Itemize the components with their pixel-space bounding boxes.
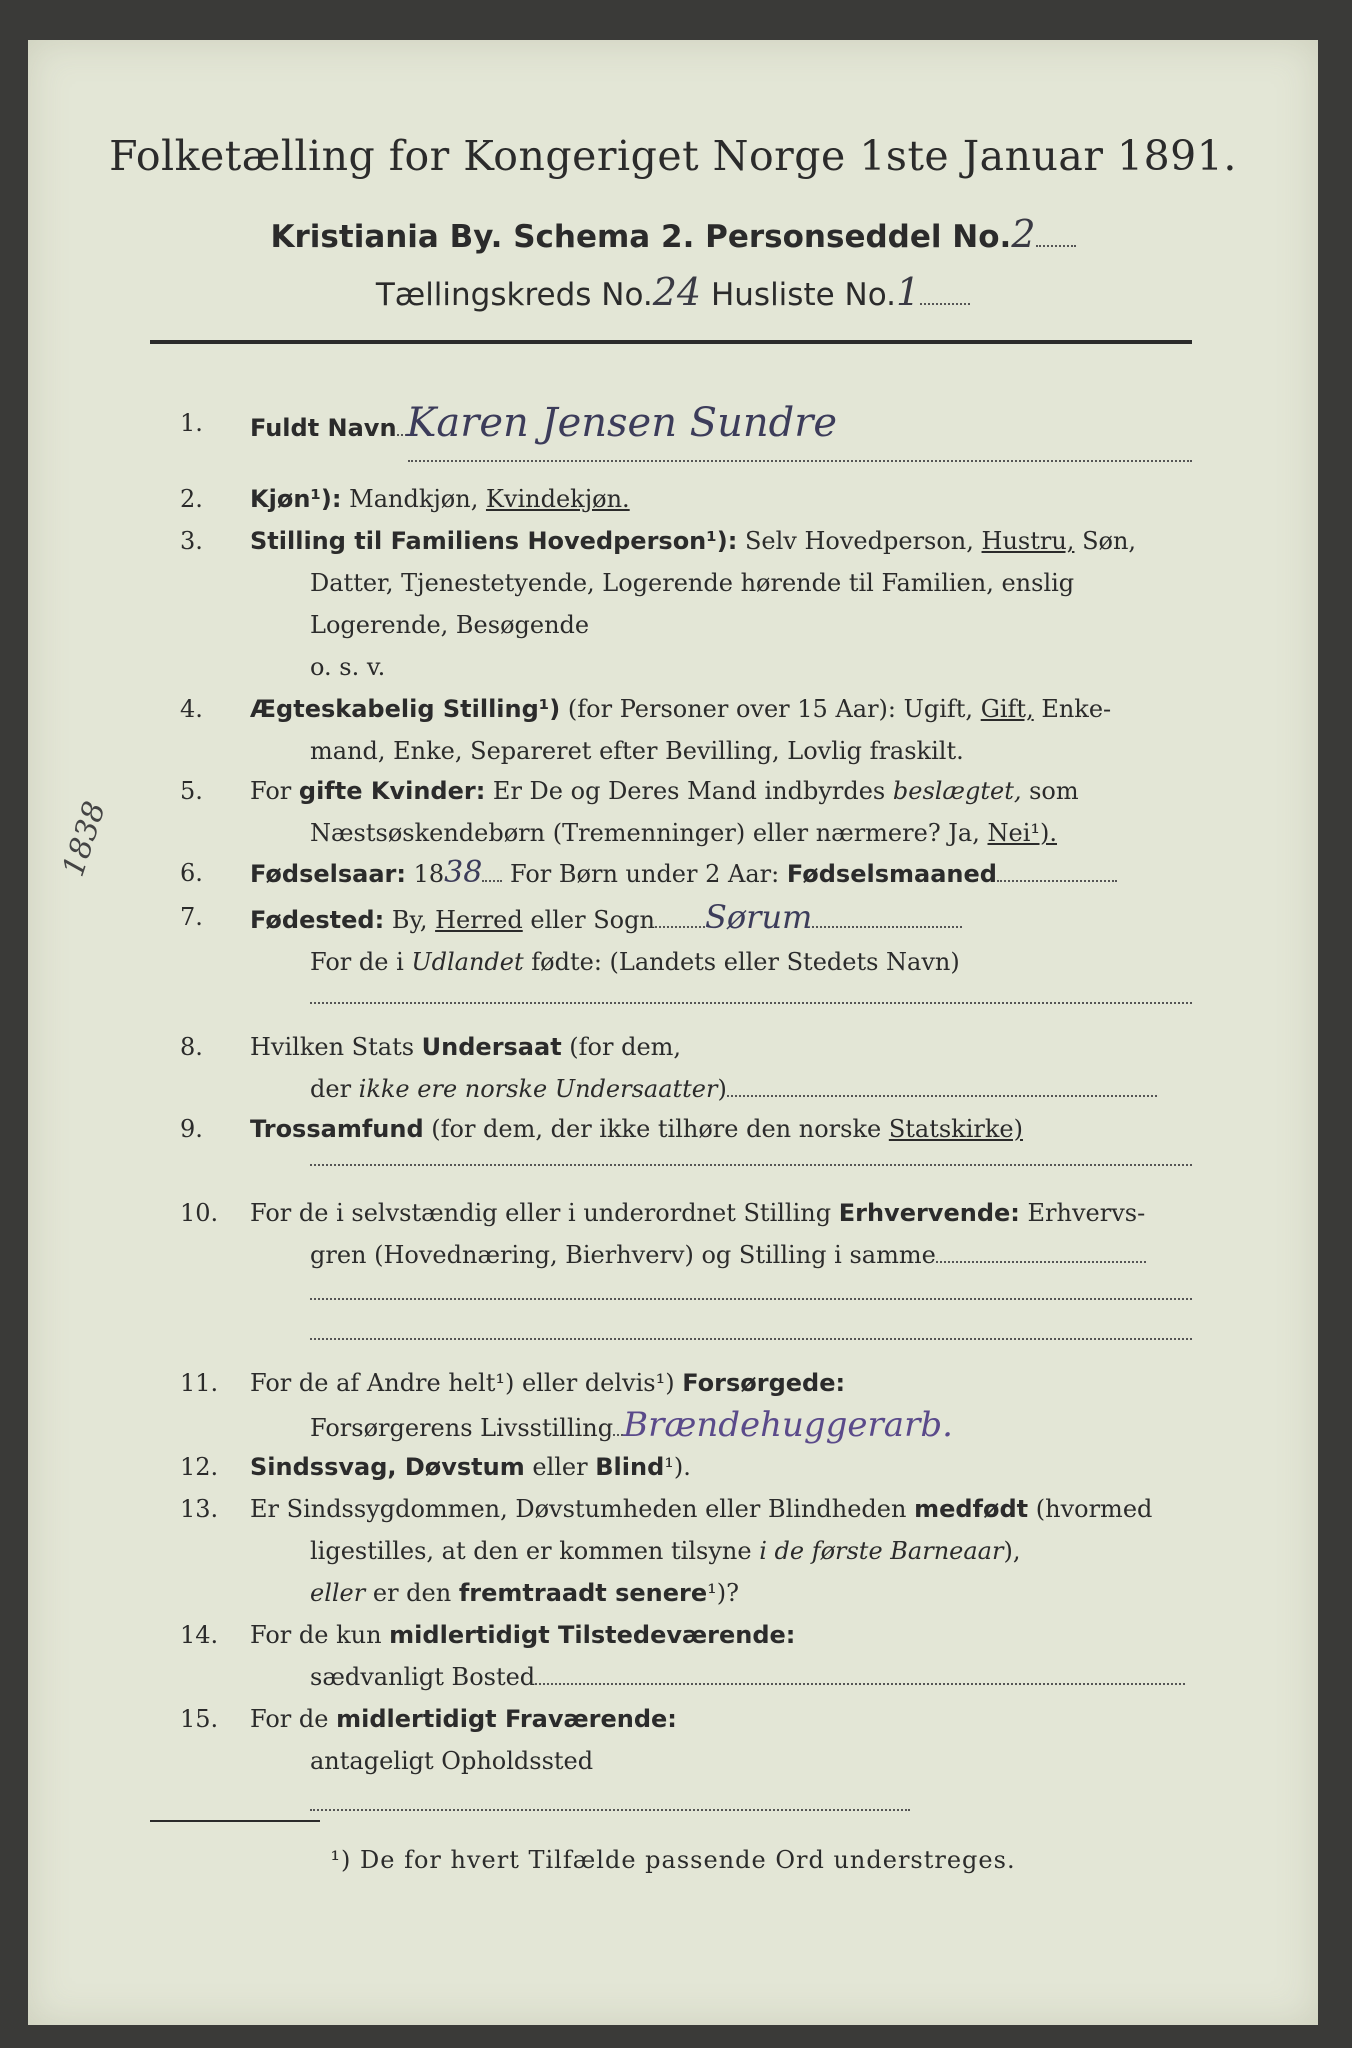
footnote-rule	[150, 1820, 320, 1822]
census-form-page	[28, 40, 1318, 2025]
question-text-line: mand, Enke, Separeret efter Bevilling, Lovlig fraskilt.	[310, 737, 964, 765]
dotted-fill	[397, 416, 407, 436]
question-14	[150, 1614, 1192, 1698]
question-label: Blind	[595, 1453, 665, 1481]
question-label: Erhvervende:	[838, 1199, 1020, 1227]
form-title: Folketælling for Kongeriget Norge 1ste Januar 1891.	[109, 132, 1237, 180]
question-3	[150, 520, 1192, 688]
question-label: midlertidigt Tilstedeværende:	[389, 1621, 796, 1649]
question-text: For de i	[310, 948, 412, 976]
answer-full-name: Karen Jensen Sundre	[406, 400, 837, 446]
question-text-line: sædvanligt Bosted	[310, 1663, 536, 1691]
dotted-fill	[920, 285, 970, 305]
dotted-fill	[1036, 227, 1076, 247]
question-text: ligestilles, at den er kommen tilsyne	[310, 1537, 760, 1565]
question-text-italic: eller	[310, 1579, 366, 1607]
question-number: 1.	[180, 409, 203, 437]
dotted-fill	[310, 1791, 910, 1811]
question-text-italic: beslægtet,	[892, 777, 1022, 805]
question-text: Erhvervs-	[1019, 1199, 1146, 1227]
question-text: For de kun	[250, 1621, 390, 1649]
dotted-fill	[613, 1416, 623, 1436]
dotted-fill	[727, 1077, 1157, 1097]
question-text: Hvilken Stats	[250, 1033, 422, 1061]
answer-dotted-line	[310, 1164, 1192, 1166]
question-text: eller	[524, 1453, 596, 1481]
answer-provider-occupation: Brændehuggerarb.	[623, 1405, 953, 1445]
question-label: Fødselsaar:	[250, 860, 406, 888]
form-subtitle-district	[28, 270, 1318, 314]
question-text: 18	[406, 860, 445, 888]
district-label: Tællingskreds No.	[375, 277, 653, 313]
question-text: fødte: (Landets eller Stedets Navn)	[523, 948, 960, 976]
answer-dotted-line	[310, 1298, 1192, 1300]
question-text: For de i selvstændig eller i underordnet Stilling	[250, 1199, 839, 1227]
dotted-fill	[936, 1243, 1146, 1263]
question-label: Fødselsmaaned	[786, 860, 997, 888]
question-2	[150, 478, 1192, 520]
personseddel-number: 2	[1011, 212, 1036, 256]
question-text-line: Forsørgerens Livsstilling	[310, 1414, 614, 1442]
question-text: Enke-	[1033, 695, 1112, 723]
question-number: 12.	[180, 1453, 219, 1481]
margin-note-birthyear: 1838	[56, 797, 113, 881]
footnote: ¹) De for hvert Tilfælde passende Ord understreges.	[330, 1846, 1016, 1874]
question-text: Søn,	[1074, 527, 1137, 555]
question-9	[150, 1108, 1192, 1150]
question-text-italic: ikke ere norske Undersaatter	[358, 1075, 718, 1103]
question-text: For Børn under 2 Aar:	[502, 860, 787, 888]
question-number: 5.	[180, 777, 203, 805]
question-text: By,	[384, 906, 436, 934]
question-number: 2.	[180, 485, 203, 513]
question-text-italic: i de første Barneaar	[759, 1537, 1004, 1565]
question-12	[150, 1446, 1192, 1488]
question-label: Trossamfund	[250, 1115, 424, 1143]
question-text: Er De og Deres Mand indbyrdes	[485, 777, 893, 805]
answer-birthplace: Sørum	[704, 898, 813, 936]
household-number: 1	[896, 270, 921, 314]
question-label: Stilling til Familiens Hovedperson¹):	[250, 527, 738, 555]
question-number: 13.	[180, 1495, 219, 1523]
question-label: Kjøn¹):	[250, 485, 342, 513]
question-text: er den	[365, 1579, 459, 1607]
question-1	[150, 402, 1192, 449]
question-text-line: Logerende, Besøgende	[310, 611, 590, 639]
question-number: 6.	[180, 859, 203, 887]
answer-dotted-line	[408, 460, 1192, 462]
question-label: Ægteskabelig Stilling¹)	[250, 695, 561, 723]
schema-label: Kristiania By. Schema 2. Personseddel No.	[270, 219, 1012, 255]
answer-birth-year: 38	[444, 855, 483, 890]
question-text: For de af Andre helt¹) eller delvis¹)	[250, 1369, 683, 1397]
question-text: eller Sogn	[522, 906, 655, 934]
underlined-option: Statskirke)	[888, 1115, 1023, 1143]
form-subtitle-schema	[28, 212, 1318, 256]
question-text: (for dem, der ikke tilhøre den norske	[423, 1115, 889, 1143]
underlined-option: Nei¹).	[987, 819, 1057, 847]
question-text: ),	[1003, 1537, 1021, 1565]
question-number: 10.	[180, 1199, 219, 1227]
dotted-fill	[997, 862, 1117, 882]
question-5	[150, 770, 1192, 854]
question-text: (hvormed	[1028, 1495, 1153, 1523]
dotted-fill	[655, 908, 705, 928]
question-15	[150, 1698, 1192, 1824]
question-text: Mandkjøn,	[341, 485, 486, 513]
question-label: Forsørgede:	[682, 1369, 846, 1397]
question-number: 11.	[180, 1369, 219, 1397]
question-label: Fuldt Navn	[250, 414, 397, 442]
question-text: ¹)?	[707, 1579, 739, 1607]
question-number: 7.	[180, 903, 203, 931]
answer-dotted-line	[310, 1338, 1192, 1340]
question-text: Selv Hovedperson,	[737, 527, 982, 555]
question-number: 3.	[180, 527, 203, 555]
underlined-option: Herred	[435, 906, 523, 934]
question-text: der	[310, 1075, 359, 1103]
question-8	[150, 1026, 1192, 1110]
dotted-fill	[535, 1665, 1185, 1685]
question-text-line: Datter, Tjenestetyende, Logerende hørende til Familien, enslig	[310, 569, 1075, 597]
question-text-line: antageligt Opholdssted	[310, 1747, 594, 1775]
answer-dotted-line	[310, 1002, 1192, 1004]
question-text: (for dem,	[561, 1033, 682, 1061]
question-number: 8.	[180, 1033, 203, 1061]
question-label: Fødested:	[250, 906, 385, 934]
question-label: gifte Kvinder:	[298, 777, 486, 805]
dotted-fill	[482, 862, 502, 882]
underlined-option: Hustru,	[981, 527, 1075, 555]
question-number: 4.	[180, 695, 203, 723]
header-rule	[150, 340, 1192, 344]
question-number: 15.	[180, 1705, 219, 1733]
question-label: fremtraadt senere	[458, 1579, 708, 1607]
question-4	[150, 688, 1192, 772]
question-text-line: Næstsøskendebørn (Tremenninger) eller nærmere? Ja,	[310, 819, 988, 847]
question-text: ¹).	[664, 1453, 691, 1481]
question-text-line: gren (Hovednæring, Bierhverv) og Stilling i samme	[310, 1241, 936, 1269]
question-7	[150, 896, 1192, 983]
dotted-fill	[812, 908, 962, 928]
question-6	[150, 852, 1192, 895]
question-text: som	[1021, 777, 1079, 805]
question-10	[150, 1192, 1192, 1276]
underlined-option: Gift,	[980, 695, 1034, 723]
question-number: 14.	[180, 1621, 219, 1649]
question-text: (for Personer over 15 Aar): Ugift,	[560, 695, 981, 723]
question-text-italic: Udlandet	[411, 948, 524, 976]
question-label: medfødt	[914, 1495, 1029, 1523]
question-label: Undersaat	[421, 1033, 562, 1061]
question-label: midlertidigt Fraværende:	[336, 1705, 677, 1733]
question-text: )	[717, 1075, 727, 1103]
question-text-line: o. s. v.	[310, 653, 386, 681]
question-11	[150, 1362, 1192, 1449]
underlined-option: Kvindekjøn.	[485, 485, 630, 513]
question-label: Sindssvag, Døvstum	[250, 1453, 525, 1481]
question-text: Er Sindssygdommen, Døvstumheden eller Blindheden	[250, 1495, 915, 1523]
district-number: 24	[652, 270, 702, 314]
question-text: For de	[250, 1705, 337, 1733]
question-13	[150, 1488, 1192, 1614]
question-number: 9.	[180, 1115, 203, 1143]
household-label: Husliste No.	[701, 277, 896, 313]
question-text: For	[250, 777, 299, 805]
